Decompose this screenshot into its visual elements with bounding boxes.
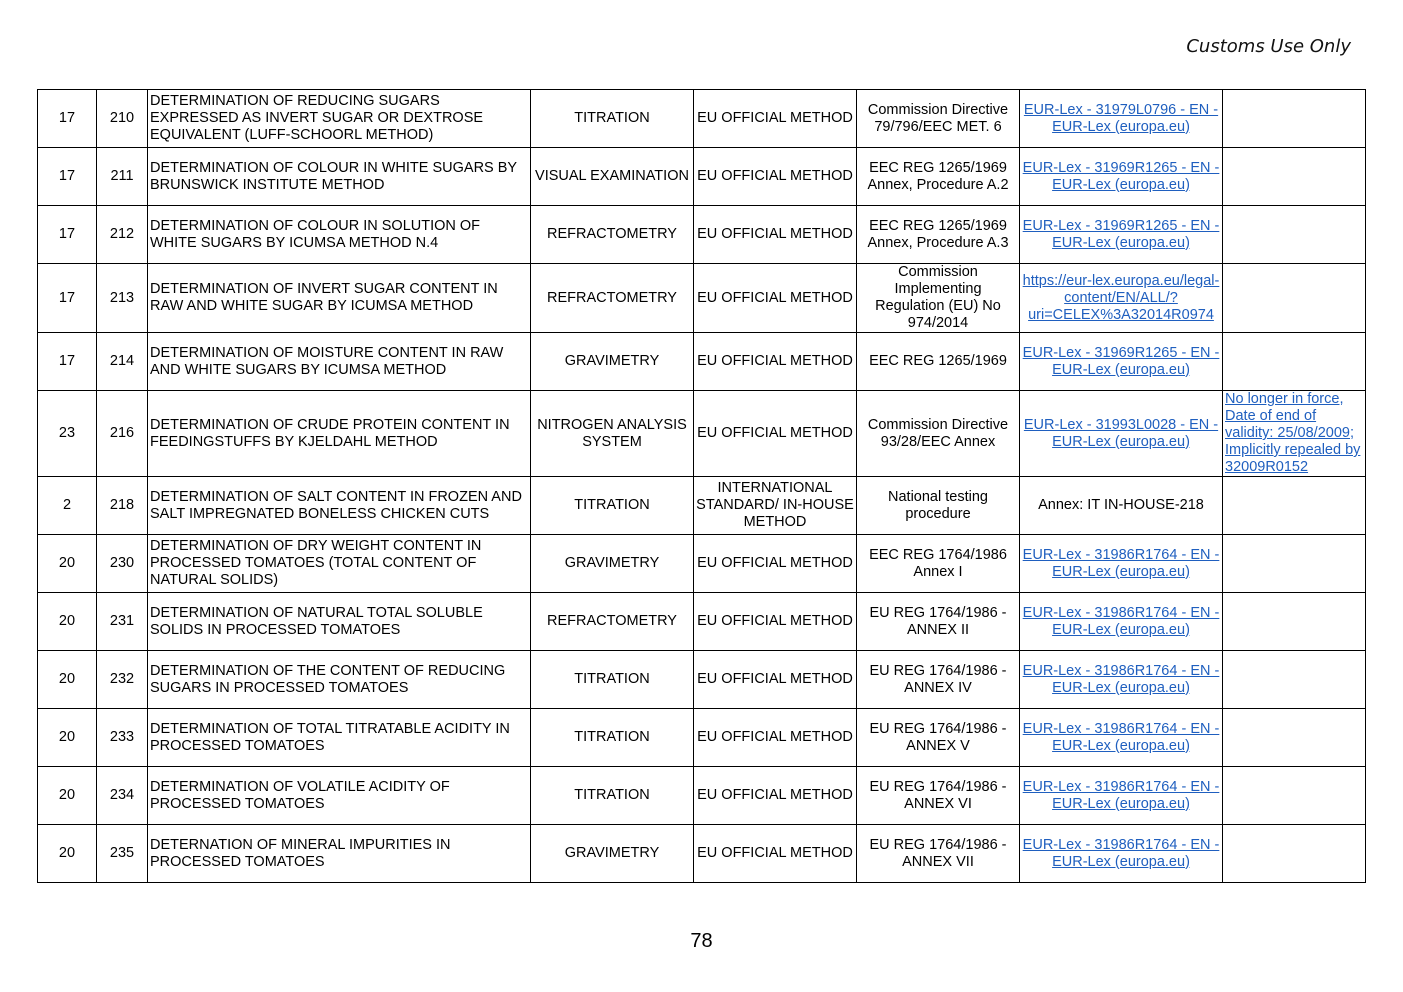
technique-cell: REFRACTOMETRY: [531, 206, 694, 264]
method-number-cell: 214: [97, 333, 148, 391]
method-number-cell: 235: [97, 825, 148, 883]
method-number-cell: 218: [97, 477, 148, 535]
notes-cell: [1223, 593, 1366, 651]
status-cell: EU OFFICIAL METHOD: [694, 90, 857, 148]
description-cell: DETERMINATION OF COLOUR IN WHITE SUGARS BY BRUNSWICK INSTITUTE METHOD: [148, 148, 531, 206]
eur-lex-link[interactable]: EUR-Lex - 31986R1764 - EN - EUR-Lex (europa.eu): [1022, 720, 1220, 754]
table-row: [38, 535, 1366, 593]
link-cell: [1020, 206, 1223, 264]
status-cell: EU OFFICIAL METHOD: [694, 391, 857, 477]
description-cell: DETERMINATION OF MOISTURE CONTENT IN RAW AND WHITE SUGARS BY ICUMSA METHOD: [148, 333, 531, 391]
methods-table: [37, 89, 1366, 883]
method-number-cell: 232: [97, 651, 148, 709]
status-cell: EU OFFICIAL METHOD: [694, 825, 857, 883]
status-cell: EU OFFICIAL METHOD: [694, 264, 857, 333]
description-cell: DETERMINATION OF COLOUR IN SOLUTION OF WHITE SUGARS BY ICUMSA METHOD N.4: [148, 206, 531, 264]
method-number-cell: 231: [97, 593, 148, 651]
validity-note-link[interactable]: No longer in force, Date of end of validity: 25/08/2009; Implicitly repealed by 32009R0152: [1225, 391, 1361, 475]
chapter-cell: 17: [38, 90, 97, 148]
link-cell: [1020, 391, 1223, 477]
customs-use-only-label: Customs Use Only: [1186, 36, 1351, 57]
chapter-cell: 17: [38, 333, 97, 391]
link-cell: [1020, 767, 1223, 825]
notes-cell: [1223, 391, 1366, 477]
link-cell: [1020, 709, 1223, 767]
reference-cell: Commission Directive 93/28/EEC Annex: [857, 391, 1020, 477]
reference-cell: EU REG 1764/1986 - ANNEX II: [857, 593, 1020, 651]
description-cell: DETERNATION OF MINERAL IMPURITIES IN PROCESSED TOMATOES: [148, 825, 531, 883]
link-cell: [1020, 651, 1223, 709]
description-cell: DETERMINATION OF INVERT SUGAR CONTENT IN RAW AND WHITE SUGAR BY ICUMSA METHOD: [148, 264, 531, 333]
description-cell: DETERMINATION OF REDUCING SUGARS EXPRESSED AS INVERT SUGAR OR DEXTROSE EQUIVALENT (LUFF-SCHOORL METHOD): [148, 90, 531, 148]
link-cell: [1020, 90, 1223, 148]
status-cell: EU OFFICIAL METHOD: [694, 535, 857, 593]
status-cell: EU OFFICIAL METHOD: [694, 148, 857, 206]
eur-lex-link[interactable]: EUR-Lex - 31986R1764 - EN - EUR-Lex (europa.eu): [1022, 778, 1220, 812]
link-cell: [1020, 593, 1223, 651]
link-cell: [1020, 148, 1223, 206]
link-cell: [1020, 333, 1223, 391]
technique-cell: NITROGEN ANALYSIS SYSTEM: [531, 391, 694, 477]
technique-cell: GRAVIMETRY: [531, 333, 694, 391]
method-number-cell: 213: [97, 264, 148, 333]
reference-cell: EU REG 1764/1986 - ANNEX VII: [857, 825, 1020, 883]
table-row: [38, 90, 1366, 148]
method-number-cell: 230: [97, 535, 148, 593]
status-cell: EU OFFICIAL METHOD: [694, 206, 857, 264]
annex-reference: Annex: IT IN-HOUSE-218: [1038, 497, 1204, 513]
method-number-cell: 216: [97, 391, 148, 477]
notes-cell: [1223, 767, 1366, 825]
status-cell: EU OFFICIAL METHOD: [694, 767, 857, 825]
reference-cell: EU REG 1764/1986 - ANNEX V: [857, 709, 1020, 767]
chapter-cell: 20: [38, 709, 97, 767]
method-number-cell: 211: [97, 148, 148, 206]
notes-cell: [1223, 825, 1366, 883]
technique-cell: GRAVIMETRY: [531, 535, 694, 593]
notes-cell: [1223, 148, 1366, 206]
eur-lex-link[interactable]: EUR-Lex - 31969R1265 - EN - EUR-Lex (europa.eu): [1022, 217, 1220, 251]
chapter-cell: 23: [38, 391, 97, 477]
description-cell: DETERMINATION OF DRY WEIGHT CONTENT IN PROCESSED TOMATOES (TOTAL CONTENT OF NATURAL SOLIDS): [148, 535, 531, 593]
method-number-cell: 234: [97, 767, 148, 825]
chapter-cell: 20: [38, 651, 97, 709]
table-row: [38, 206, 1366, 264]
notes-cell: [1223, 264, 1366, 333]
description-cell: DETERMINATION OF CRUDE PROTEIN CONTENT IN FEEDINGSTUFFS BY KJELDAHL METHOD: [148, 391, 531, 477]
notes-cell: [1223, 90, 1366, 148]
table-row: [38, 767, 1366, 825]
eur-lex-link[interactable]: https://eur-lex.europa.eu/legal-content/EN/ALL/?uri=CELEX%3A32014R0974: [1022, 272, 1220, 323]
eur-lex-link[interactable]: EUR-Lex - 31969R1265 - EN - EUR-Lex (europa.eu): [1022, 159, 1220, 193]
technique-cell: GRAVIMETRY: [531, 825, 694, 883]
method-number-cell: 233: [97, 709, 148, 767]
technique-cell: TITRATION: [531, 477, 694, 535]
table-row: [38, 709, 1366, 767]
technique-cell: REFRACTOMETRY: [531, 593, 694, 651]
chapter-cell: 20: [38, 535, 97, 593]
status-cell: EU OFFICIAL METHOD: [694, 709, 857, 767]
reference-cell: Commission Implementing Regulation (EU) No 974/2014: [857, 264, 1020, 333]
methods-table-body: [38, 90, 1366, 883]
link-cell: [1020, 264, 1223, 333]
table-row: [38, 148, 1366, 206]
table-row: [38, 593, 1366, 651]
description-cell: DETERMINATION OF THE CONTENT OF REDUCING SUGARS IN PROCESSED TOMATOES: [148, 651, 531, 709]
technique-cell: TITRATION: [531, 709, 694, 767]
table-row: [38, 477, 1366, 535]
chapter-cell: 17: [38, 148, 97, 206]
table-row: [38, 391, 1366, 477]
technique-cell: TITRATION: [531, 90, 694, 148]
table-row: [38, 333, 1366, 391]
notes-cell: [1223, 206, 1366, 264]
eur-lex-link[interactable]: EUR-Lex - 31993L0028 - EN - EUR-Lex (europa.eu): [1023, 416, 1219, 450]
technique-cell: TITRATION: [531, 651, 694, 709]
chapter-cell: 20: [38, 593, 97, 651]
reference-cell: EEC REG 1265/1969 Annex, Procedure A.2: [857, 148, 1020, 206]
technique-cell: TITRATION: [531, 767, 694, 825]
notes-cell: [1223, 709, 1366, 767]
eur-lex-link[interactable]: EUR-Lex - 31986R1764 - EN - EUR-Lex (europa.eu): [1022, 546, 1220, 580]
eur-lex-link[interactable]: EUR-Lex - 31986R1764 - EN - EUR-Lex (europa.eu): [1022, 662, 1220, 696]
eur-lex-link[interactable]: EUR-Lex - 31979L0796 - EN - EUR-Lex (europa.eu): [1023, 101, 1219, 135]
description-cell: DETERMINATION OF SALT CONTENT IN FROZEN AND SALT IMPREGNATED BONELESS CHICKEN CUTS: [148, 477, 531, 535]
description-cell: DETERMINATION OF VOLATILE ACIDITY OF PROCESSED TOMATOES: [148, 767, 531, 825]
chapter-cell: 17: [38, 264, 97, 333]
notes-cell: [1223, 651, 1366, 709]
technique-cell: VISUAL EXAMINATION: [531, 148, 694, 206]
reference-cell: EEC REG 1265/1969 Annex, Procedure A.3: [857, 206, 1020, 264]
table-row: [38, 264, 1366, 333]
reference-cell: EU REG 1764/1986 - ANNEX IV: [857, 651, 1020, 709]
link-cell: [1020, 477, 1223, 535]
table-row: [38, 651, 1366, 709]
chapter-cell: 20: [38, 825, 97, 883]
status-cell: INTERNATIONAL STANDARD/ IN-HOUSE METHOD: [694, 477, 857, 535]
reference-cell: EU REG 1764/1986 - ANNEX VI: [857, 767, 1020, 825]
eur-lex-link[interactable]: EUR-Lex - 31969R1265 - EN - EUR-Lex (europa.eu): [1022, 344, 1220, 378]
chapter-cell: 2: [38, 477, 97, 535]
method-number-cell: 210: [97, 90, 148, 148]
reference-cell: EEC REG 1764/1986 Annex I: [857, 535, 1020, 593]
chapter-cell: 17: [38, 206, 97, 264]
status-cell: EU OFFICIAL METHOD: [694, 593, 857, 651]
notes-cell: [1223, 333, 1366, 391]
reference-cell: Commission Directive 79/796/EEC MET. 6: [857, 90, 1020, 148]
eur-lex-link[interactable]: EUR-Lex - 31986R1764 - EN - EUR-Lex (europa.eu): [1022, 836, 1220, 870]
description-cell: DETERMINATION OF TOTAL TITRATABLE ACIDITY IN PROCESSED TOMATOES: [148, 709, 531, 767]
status-cell: EU OFFICIAL METHOD: [694, 333, 857, 391]
page-number: 78: [690, 930, 713, 952]
method-number-cell: 212: [97, 206, 148, 264]
link-cell: [1020, 825, 1223, 883]
eur-lex-link[interactable]: EUR-Lex - 31986R1764 - EN - EUR-Lex (europa.eu): [1022, 604, 1220, 638]
notes-cell: [1223, 535, 1366, 593]
chapter-cell: 20: [38, 767, 97, 825]
reference-cell: National testing procedure: [857, 477, 1020, 535]
technique-cell: REFRACTOMETRY: [531, 264, 694, 333]
description-cell: DETERMINATION OF NATURAL TOTAL SOLUBLE SOLIDS IN PROCESSED TOMATOES: [148, 593, 531, 651]
table-row: [38, 825, 1366, 883]
notes-cell: [1223, 477, 1366, 535]
link-cell: [1020, 535, 1223, 593]
status-cell: EU OFFICIAL METHOD: [694, 651, 857, 709]
reference-cell: EEC REG 1265/1969: [857, 333, 1020, 391]
